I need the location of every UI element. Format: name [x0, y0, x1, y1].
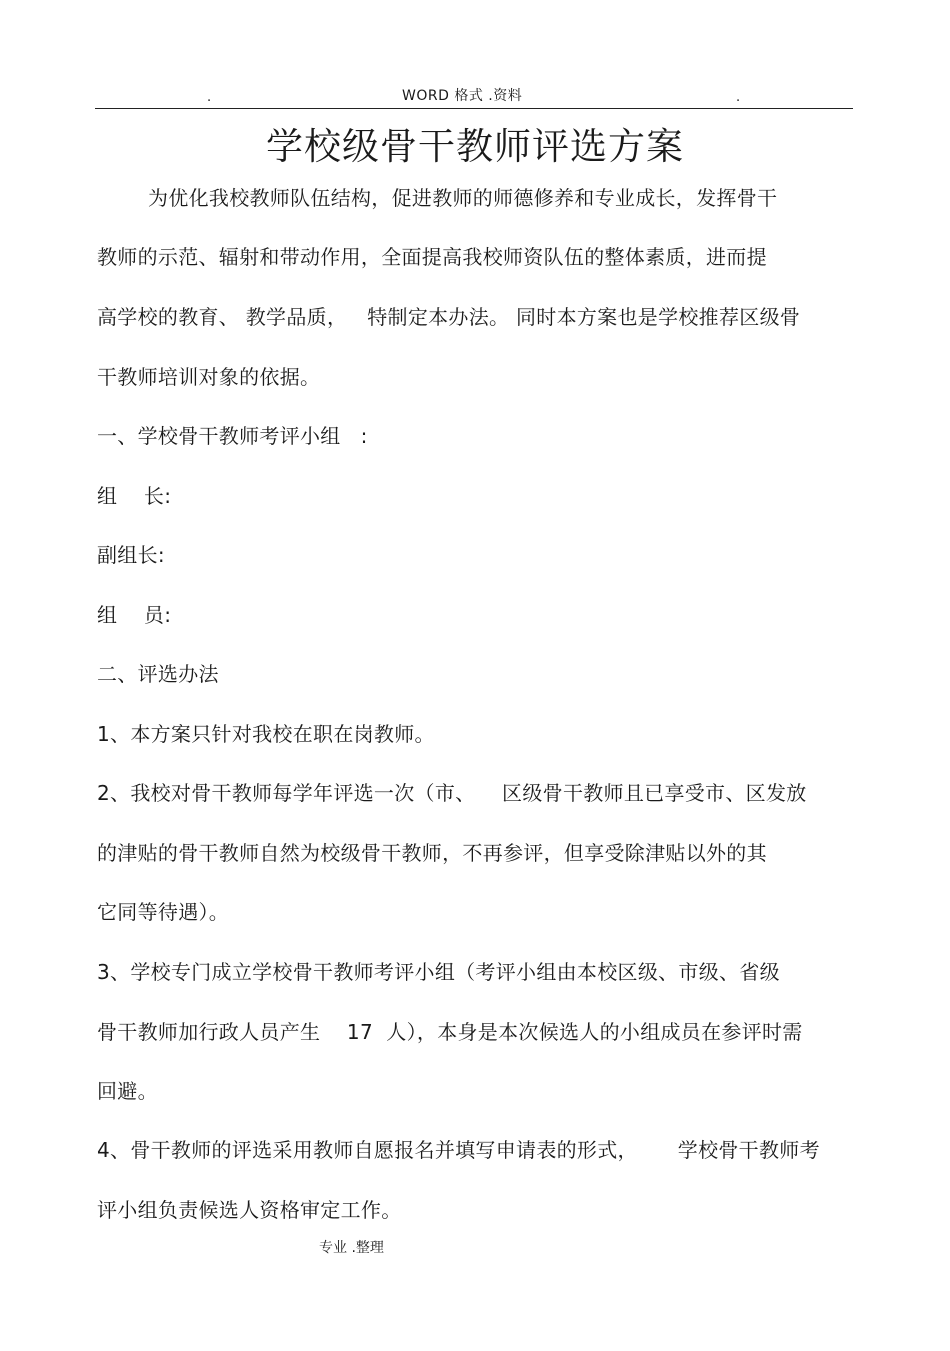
paragraph-line: 为优化我校教师队伍结构，促进教师的师德修养和专业成长，发挥骨干 [148, 186, 778, 210]
section-heading: 二、评选办法 [97, 662, 219, 686]
list-item-continuation: 的津贴的骨干教师自然为校级骨干教师，不再参评，但享受除津贴以外的其 [97, 841, 767, 865]
section-heading: 一、学校骨干教师考评小组 : [97, 424, 368, 448]
paragraph-line: 高学校的教育、 教学品质， 特制定本办法。 同时本方案也是学校推荐区级骨 [97, 305, 801, 329]
field-label-leader: 组 长: [97, 484, 172, 508]
paragraph-line: 干教师培训对象的依据。 [97, 365, 321, 389]
paragraph-line: 教师的示范、辐射和带动作用，全面提高我校师资队伍的整体素质，进而提 [97, 245, 767, 269]
header-title: WORD 格式 .资料 [402, 88, 523, 104]
list-item: 2、我校对骨干教师每学年评选一次（市、 区级骨干教师且已享受市、区发放 [97, 781, 807, 805]
field-label-members: 组 员: [97, 603, 172, 627]
header-dot-right: . [736, 90, 741, 105]
header-dot-left: . [207, 90, 212, 105]
list-item: 4、骨干教师的评选采用教师自愿报名并填写申请表的形式， 学校骨干教师考 [97, 1138, 820, 1162]
list-item-continuation: 骨干教师加行政人员产生 17 人），本身是本次候选人的小组成员在参评时需 [97, 1020, 803, 1044]
page-footer: 专业 .整理 [319, 1240, 384, 1256]
list-item-continuation: 它同等待遇）。 [97, 900, 230, 924]
page-header [95, 82, 853, 109]
list-item-continuation: 回避。 [97, 1079, 158, 1103]
list-item-continuation: 评小组负责候选人资格审定工作。 [97, 1198, 402, 1222]
document-title: 学校级骨干教师评选方案 [266, 125, 684, 168]
list-item: 3、学校专门成立学校骨干教师考评小组（考评小组由本校区级、市级、省级 [97, 960, 780, 984]
field-label-deputy: 副组长: [97, 543, 165, 567]
list-item: 1、本方案只针对我校在职在岗教师。 [97, 722, 435, 746]
